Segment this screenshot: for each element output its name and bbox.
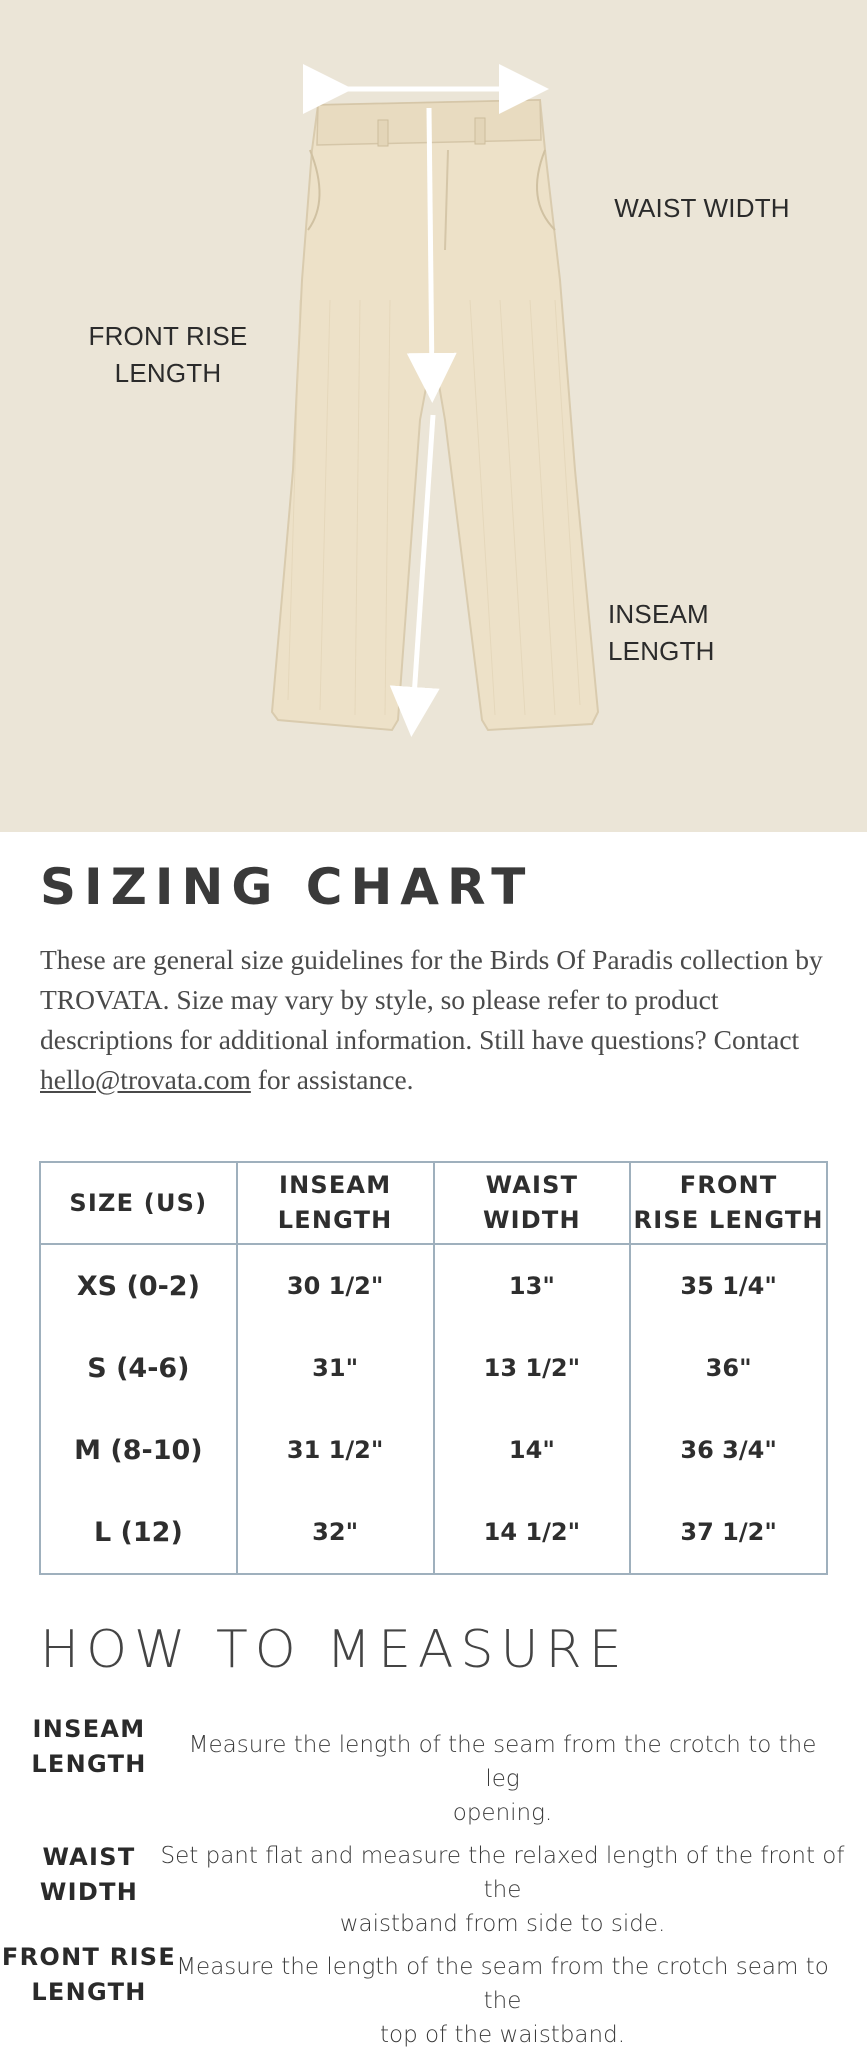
front-rise-cell: 36"	[630, 1327, 827, 1409]
table-header-row	[40, 1162, 827, 1244]
column-header-size: SIZE (US)	[40, 1162, 237, 1244]
inseam-cell: 31"	[237, 1327, 434, 1409]
size-table	[39, 1161, 828, 1575]
table-row	[40, 1491, 827, 1574]
measure-label: FRONT RISE LENGTH	[1, 1943, 177, 2006]
contact-email-link[interactable]: hello@trovata.com	[40, 1064, 251, 1095]
how-to-measure-title: HOW TO MEASURE	[40, 1620, 629, 1680]
column-header-inseam: INSEAM LENGTH	[237, 1162, 434, 1244]
front-rise-length-label: FRONT RISE LENGTH	[88, 321, 248, 388]
intro-suffix: for assistance.	[250, 1064, 414, 1095]
inseam-cell: 32"	[237, 1491, 434, 1574]
measure-description: Measure the length of the seam from the crotch to the leg opening.	[188, 1732, 817, 1826]
front-rise-cell: 35 1/4"	[630, 1244, 827, 1327]
pants-diagram	[0, 0, 867, 832]
measure-item-waist	[0, 1840, 867, 1937]
table-row	[40, 1244, 827, 1327]
sizing-intro	[40, 940, 840, 1100]
product-illustration	[0, 0, 867, 832]
table-row	[40, 1327, 827, 1409]
inseam-cell: 31 1/2"	[237, 1409, 434, 1491]
measure-item-front-rise	[0, 1940, 867, 2048]
waist-cell: 13"	[434, 1244, 631, 1327]
front-rise-cell: 36 3/4"	[630, 1409, 827, 1491]
size-cell: M (8-10)	[40, 1409, 237, 1491]
measure-label: INSEAM LENGTH	[31, 1715, 147, 1778]
column-header-front-rise: FRONT RISE LENGTH	[630, 1162, 827, 1244]
intro-text: These are general size guidelines for the Birds Of Paradis collection by TROVATA. Size may vary by style, so please refer to product descriptions for additional information. Still have questions? Contact	[40, 944, 823, 1055]
size-cell: S (4-6)	[40, 1327, 237, 1409]
measure-description: Set pant flat and measure the relaxed length of the front of the waistband from side to side.	[160, 1843, 845, 1937]
measure-label: WAIST WIDTH	[39, 1843, 139, 1906]
inseam-length-label: INSEAM LENGTH	[608, 599, 715, 666]
size-cell: L (12)	[40, 1491, 237, 1574]
inseam-cell: 30 1/2"	[237, 1244, 434, 1327]
waist-cell: 13 1/2"	[434, 1327, 631, 1409]
pants-image	[272, 100, 598, 730]
waist-cell: 14 1/2"	[434, 1491, 631, 1574]
measure-item-inseam	[0, 1712, 867, 1826]
front-rise-cell: 37 1/2"	[630, 1491, 827, 1574]
sizing-chart-title: SIZING CHART	[40, 858, 534, 916]
measure-description: Measure the length of the seam from the crotch seam to the top of the waistband.	[176, 1954, 829, 2048]
waist-cell: 14"	[434, 1409, 631, 1491]
column-header-waist: WAIST WIDTH	[434, 1162, 631, 1244]
size-cell: XS (0-2)	[40, 1244, 237, 1327]
table-row	[40, 1409, 827, 1491]
waist-width-label: WAIST WIDTH	[614, 193, 790, 223]
